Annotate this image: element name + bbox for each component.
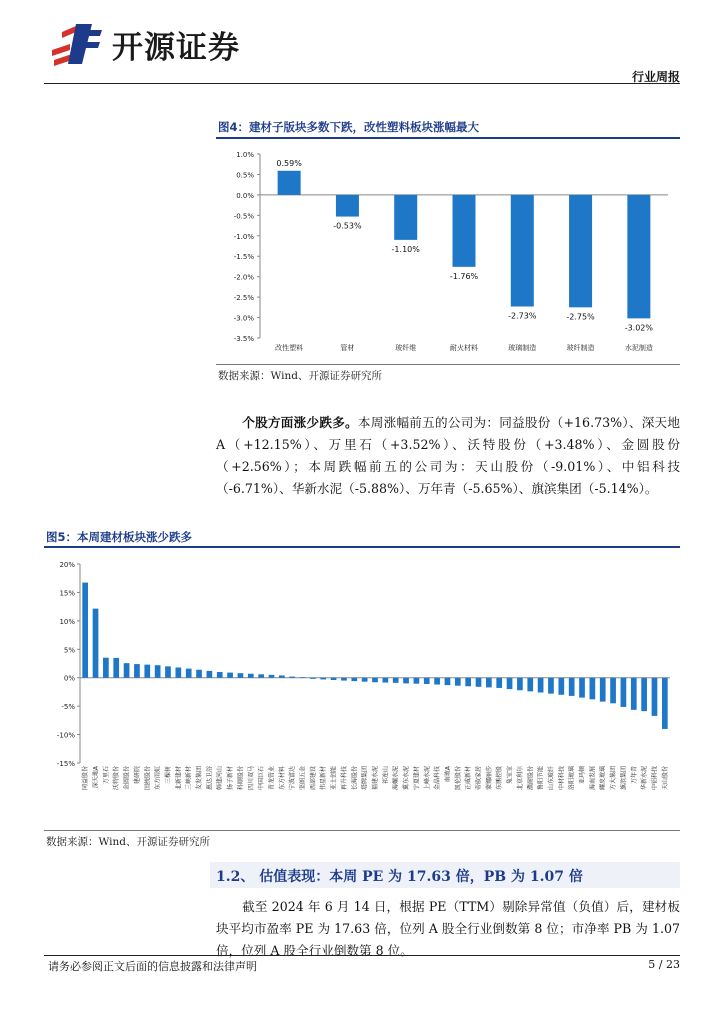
figure5-bar: [196, 670, 202, 678]
figure5-x-tick-label: 中材科技: [558, 766, 566, 791]
figure5-bar: [393, 678, 399, 683]
figure5-x-tick-label: 亚玛顿: [579, 766, 587, 785]
figure5-x-tick-label: 华新水泥: [641, 766, 649, 791]
figure5-x-tick-label: 再升科技: [340, 766, 348, 791]
figure5-x-tick-label: 深天地A: [92, 766, 100, 789]
figure5-bar: [548, 678, 554, 694]
figure4-source: 数据来源：Wind、开源证券研究所: [218, 370, 382, 382]
valuation-paragraph: [216, 896, 680, 962]
stock-summary-body: 本周涨幅前五的公司为：同益股份（+16.73%）、深天地 A（+12.15%）、万里石（+3.52%）、沃特股份（+3.48%）、金圆股份（+2.56%）；本周跌幅前五的公司为：天山股份（-9.01%）、中铝科技（-6.71%）、华新水泥（-5.88%）、万年青（-5.65%）、旗滨集团（-5.14%）。: [216, 415, 681, 496]
valuation-body: 截至 2024 年 6 月 14 日，根据 PE（TTM）剔除异常值（负值）后，建材板块平均市盈率 PE 为 17.63 倍，位列 A 股全行业倒数第 8 位；市净率 PB 为 1.07 倍，位列 A 股全行业倒数第 8 位。: [216, 899, 680, 958]
figure4-y-tick-label: 0.0%: [236, 191, 254, 200]
figure5-x-tick-label: 西部建设: [309, 766, 317, 791]
figure5-y-tick-label: 0%: [63, 674, 75, 683]
figure4-x-tick-label: 改性塑料: [275, 344, 304, 352]
figure4-data-label: -1.76%: [449, 271, 479, 281]
figure5-x-tick-label: 正威新材: [465, 766, 473, 791]
figure5-y-tick-label: -15%: [56, 760, 75, 768]
figure5-y-tick-label: -10%: [56, 731, 75, 740]
figure5-bar: [103, 658, 109, 678]
figure5-bar: [507, 678, 513, 689]
figure5-bar: [621, 678, 627, 707]
figure4-data-label: -1.10%: [391, 244, 420, 254]
figure5-x-tick-label: 万里石: [102, 766, 110, 785]
figure5-x-tick-label: 科顺股份: [237, 766, 245, 791]
figure4-x-tick-label: 管材: [340, 344, 355, 352]
figure4-data-label: 0.59%: [276, 158, 302, 168]
figure4-y-tick-label: -3.5%: [233, 335, 254, 343]
figure5-x-tick-label: 惠达卫浴: [206, 766, 214, 791]
figure5-bar: [383, 678, 389, 683]
figure5-bar: [207, 671, 213, 678]
figure5-bar: [248, 674, 254, 678]
figure5-x-tick-label: 中铝科技: [651, 766, 659, 791]
brand-logo: [48, 20, 240, 68]
figure5-bar: [662, 678, 668, 729]
figure5-x-tick-label: 三棵树: [164, 766, 172, 785]
brand-logo-icon: [48, 20, 106, 68]
figure5-bar: [238, 673, 244, 678]
brand-name: 开源证券: [112, 29, 240, 66]
figure5-x-tick-label: 国统股份: [144, 766, 152, 791]
figure5-bar: [600, 678, 606, 702]
figure5-bar: [631, 678, 637, 710]
figure5-x-tick-label: 东鹏控股: [496, 766, 504, 791]
figure5-x-tick-label: 冀东水泥: [403, 766, 411, 791]
figure5-bar: [144, 665, 150, 678]
figure4-x-tick-label: 水泥制造: [624, 344, 653, 352]
figure5-bar: [403, 678, 409, 684]
figure5-x-tick-label: 鲁阳节能: [537, 766, 545, 791]
figure5-x-tick-label: 坚朗五金: [299, 766, 307, 791]
figure5-x-tick-label: 宁波富达: [289, 766, 297, 791]
figure5-bar: [641, 678, 647, 711]
figure5-bar: [538, 678, 544, 693]
figure5-x-tick-label: 东方材料: [278, 766, 286, 791]
figure4-chart: [216, 140, 680, 362]
figure5-x-tick-label: 亚士创能: [330, 766, 338, 791]
figure4-y-tick-label: 0.5%: [236, 171, 254, 180]
figure4-bar: [569, 195, 592, 307]
figure5-bar: [227, 673, 233, 678]
figure4-bar: [278, 171, 301, 195]
figure5-bar: [279, 675, 285, 677]
figure5-x-tick-label: 东方雨虹: [154, 766, 162, 791]
figure5-y-tick-label: 5%: [63, 646, 75, 655]
figure4-y-tick-label: -2.5%: [233, 294, 254, 303]
figure5-bar: [258, 674, 264, 677]
figure5-x-tick-label: 帝欧家居: [475, 766, 483, 791]
figure4-y-tick-label: -0.5%: [233, 212, 254, 221]
page-number: 5 / 23: [648, 958, 680, 971]
figure4-bar: [511, 195, 534, 307]
figure5-bar: [310, 678, 316, 679]
figure5-x-tick-label: 上峰水泥: [423, 766, 431, 791]
figure5-x-tick-label: 方大集团: [610, 766, 618, 791]
figure4-data-label: -2.73%: [508, 311, 537, 321]
figure5-bar: [414, 678, 420, 684]
figure5-bar: [434, 678, 440, 685]
figure5-x-tick-label: 金圆股份: [123, 766, 131, 791]
figure5-bar: [424, 678, 430, 684]
figure5-bar: [476, 678, 482, 687]
figure4-bar: [336, 195, 359, 217]
figure5-x-tick-label: 北京利尔: [516, 766, 524, 791]
figure4-y-tick-label: 1.0%: [236, 151, 254, 159]
figure5-x-tick-label: 旗滨集团: [620, 766, 628, 791]
figure4-data-label: -2.75%: [566, 312, 595, 322]
figure5-bar: [186, 669, 192, 678]
figure5-x-tick-label: 北新建材: [175, 766, 183, 791]
stock-summary-lead: 个股方面涨少跌多。: [242, 415, 358, 430]
figure5-bar: [134, 664, 140, 678]
figure5-bar: [496, 678, 502, 688]
figure5-x-tick-label: 伟星新材: [320, 766, 328, 791]
stock-summary-paragraph: [216, 412, 680, 500]
figure5-x-tick-label: 万年青: [630, 766, 638, 785]
figure4-y-tick-label: -1.0%: [233, 232, 254, 241]
footer-divider: [44, 955, 680, 956]
figure5-bar: [590, 678, 596, 700]
figure5-x-tick-label: 塔牌集团: [361, 766, 369, 791]
figure5-bar: [610, 678, 616, 704]
figure5-x-tick-label: 青龙管业: [268, 766, 276, 791]
figure5-bar: [124, 663, 130, 678]
figure5-y-tick-label: 20%: [59, 561, 75, 569]
figure5-bar: [331, 678, 337, 680]
figure5-bar: [579, 678, 585, 698]
figure5-x-tick-label: 祁连山: [382, 766, 390, 785]
figure4-y-tick-label: -1.5%: [233, 253, 254, 262]
figure5-x-tick-label: 建研院: [133, 766, 141, 785]
figure5-x-tick-label: 金晶科技: [434, 766, 442, 791]
figure5-x-tick-label: 山东玻纤: [547, 766, 555, 791]
figure5-bar: [269, 675, 275, 678]
section-heading: 1.2、 估值表现：本周 PE 为 17.63 倍，PB 为 1.07 倍: [216, 869, 583, 885]
figure5-x-tick-label: 友发集团: [196, 766, 204, 791]
figure5-x-tick-label: 沃特股份: [113, 766, 121, 791]
figure5-bar: [165, 666, 171, 677]
header-divider: [44, 83, 680, 84]
figure4-bar: [394, 195, 417, 240]
figure5-x-tick-label: 三峡新材: [185, 766, 193, 791]
figure5-x-tick-label: 蒙娜丽莎: [485, 766, 493, 791]
figure5-bar: [455, 678, 461, 686]
figure5-bar: [517, 678, 523, 691]
figure5-x-tick-label: 宁夏建材: [413, 766, 421, 791]
figure5-bar: [82, 583, 88, 678]
figure5-x-tick-label: 兔宝宝: [506, 766, 514, 785]
figure5-bar: [372, 678, 378, 683]
figure4-data-label: -3.02%: [624, 323, 654, 333]
figure4-y-tick-label: -3.0%: [233, 314, 254, 323]
figure4-x-tick-label: 耐火材料: [450, 344, 478, 352]
figure5-bar: [300, 677, 306, 678]
figure5-y-tick-label: 10%: [59, 617, 75, 626]
figure4-bar: [627, 195, 650, 318]
figure5-title-rule: [44, 546, 680, 548]
figure5-bar: [320, 678, 326, 680]
figure5-bar: [175, 667, 181, 677]
figure5-bar: [558, 678, 564, 695]
figure5-x-tick-label: 濮耐股份: [527, 766, 535, 791]
figure4-title-rule: [216, 137, 680, 139]
figure4-x-tick-label: 玻璃制造: [508, 344, 537, 352]
figure4-bar: [453, 195, 476, 267]
figure5-chart: [44, 552, 680, 828]
figure5-bottom-rule: [44, 830, 680, 831]
figure5-x-tick-label: 长海股份: [351, 766, 359, 791]
figure5-x-tick-label: 扬子新材: [227, 766, 235, 791]
figure5-x-tick-label: 同益股份: [82, 766, 90, 791]
figure5-bar: [486, 678, 492, 688]
figure5-bar: [569, 678, 575, 696]
figure5-bar: [351, 678, 357, 681]
figure5-bar: [362, 678, 368, 682]
figure5-bar: [341, 678, 347, 681]
footer-disclaimer: 请务必参阅正文后面的信息披露和法律声明: [48, 960, 257, 973]
figure4-data-label: -0.53%: [333, 221, 362, 231]
figure5-x-tick-label: 中国巨石: [258, 766, 266, 791]
figure5-bar: [445, 678, 451, 685]
figure5-x-tick-label: 韩建河山: [216, 766, 224, 791]
figure4-title: 图4：建材子版块多数下跌，改性塑料板块涨幅最大: [218, 120, 479, 134]
report-type: 行业周报: [631, 70, 680, 84]
figure4-y-tick-label: -2.0%: [233, 273, 254, 282]
figure5-title: 图5：本周建材板块涨少跌多: [46, 530, 193, 544]
figure5-x-tick-label: 四川双马: [247, 766, 255, 791]
figure5-bar: [217, 672, 223, 678]
figure4-x-tick-label: 玻纤制造: [566, 344, 595, 352]
figure5-bar: [527, 678, 533, 692]
figure5-x-tick-label: 洛阳玻璃: [568, 766, 576, 791]
figure4-bottom-rule: [216, 364, 680, 365]
figure5-bar: [652, 678, 658, 716]
figure5-bar: [155, 665, 161, 678]
figure5-source: 数据来源：Wind、开源证券研究所: [46, 836, 210, 848]
figure5-x-tick-label: 天山股份: [661, 766, 669, 791]
figure5-x-tick-label: 福建水泥: [372, 766, 379, 791]
figure5-y-tick-label: -5%: [61, 703, 75, 712]
figure5-x-tick-label: 耀皮玻璃: [599, 766, 607, 791]
figure5-x-tick-label: 海南发展: [589, 766, 597, 791]
figure5-bar: [113, 658, 119, 678]
figure5-bar: [289, 677, 295, 678]
figure4-x-tick-label: 玻纤维: [395, 344, 417, 352]
figure5-y-tick-label: 15%: [59, 589, 75, 598]
figure5-x-tick-label: 凯伦股份: [454, 766, 462, 791]
figure5-bar: [93, 609, 99, 678]
figure5-x-tick-label: 海螺水泥: [392, 766, 400, 791]
figure5-bar: [465, 678, 471, 687]
figure5-x-tick-label: 南玻A: [444, 766, 452, 783]
